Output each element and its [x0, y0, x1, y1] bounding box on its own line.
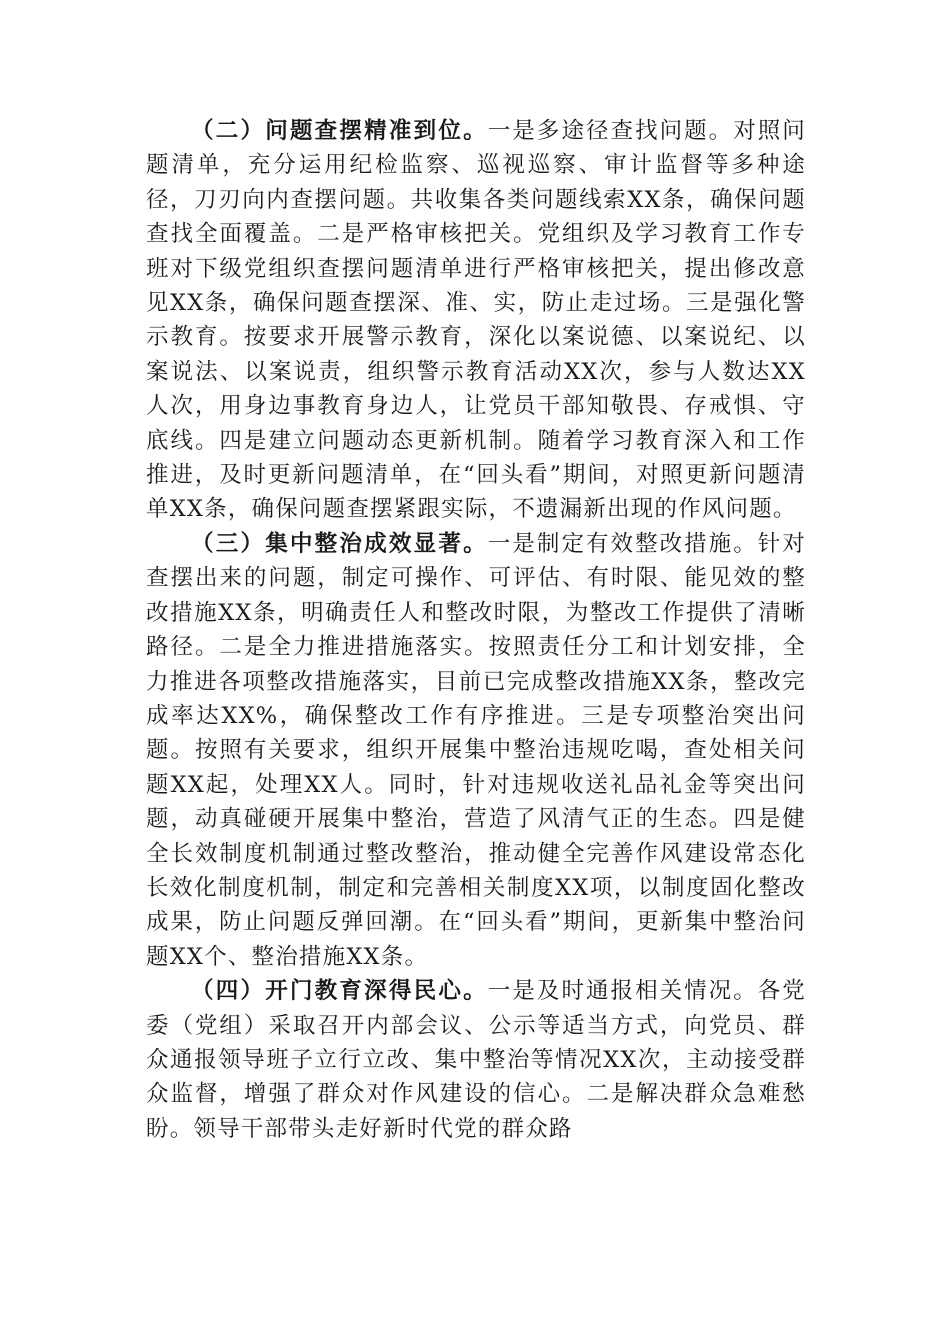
paragraph-body-4: 一是及时通报相关情况。各党委（党组）采取召开内部会议、公示等适当方式，向党员、群众通报领导班子立行立改、集中整治等情况XX次，主动接受群众监督，增强了群众对作风建设的信心。二是解决群众急难愁盼。领导干部带头走好新时代党的群众路 — [146, 978, 806, 1142]
section-heading-4: （四）开门教育深得民心。 — [191, 978, 488, 1005]
paragraph-open-education — [146, 974, 806, 1146]
paragraph-body-3: 一是制定有效整改措施。针对查摆出来的问题，制定可操作、可评估、有时限、能见效的整改措施XX条，明确责任人和整改时限，为整改工作提供了清晰路径。二是全力推进措施落实。按照责任分工和计划安排，全力推进各项整改措施落实，目前已完成整改措施XX条，整改完成率达XX%，确保整改工作有序推进。三是专项整治突出问题。按照有关要求，组织开展集中整治违规吃喝，查处相关问题XX起，处理XX人。同时，针对违规收送礼品礼金等突出问题，动真碰硬开展集中整治，营造了风清气正的生态。四是健全长效制度机制通过整改整治，推动健全完善作风建设常态化长效化制度机制，制定和完善相关制度XX项，以制度固化整改成果，防止问题反弹回潮。在“回头看”期间，更新集中整治问题XX个、整治措施XX条。 — [146, 530, 806, 970]
section-heading-2: （二）问题查摆精准到位。 — [191, 118, 488, 144]
paragraph-problem-finding — [146, 114, 806, 527]
section-heading-3: （三）集中整治成效显著。 — [191, 530, 488, 557]
paragraph-body-2: 一是多途径查找问题。对照问题清单，充分运用纪检监察、巡视巡察、审计监督等多种途径，刀刃向内查摆问题。共收集各类问题线索XX条，确保问题查找全面覆盖。二是严格审核把关。党组织及学习教育工作专班对下级党组织查摆问题清单进行严格审核把关，提出修改意见XX条，确保问题查摆深、准、实，防止走过场。三是强化警示教育。按要求开展警示教育，深化以案说德、以案说纪、以案说法、以案说责，组织警示教育活动XX次，参与人数达XX人次，用身边事教育身边人，让党员干部知敬畏、存戒惧、守底线。四是建立问题动态更新机制。随着学习教育深入和工作推进，及时更新问题清单，在“回头看”期间，对照更新问题清单XX条，确保问题查摆紧跟实际，不遗漏新出现的作风问题。 — [146, 118, 806, 523]
document-page — [146, 114, 806, 1146]
paragraph-rectification — [146, 527, 806, 974]
